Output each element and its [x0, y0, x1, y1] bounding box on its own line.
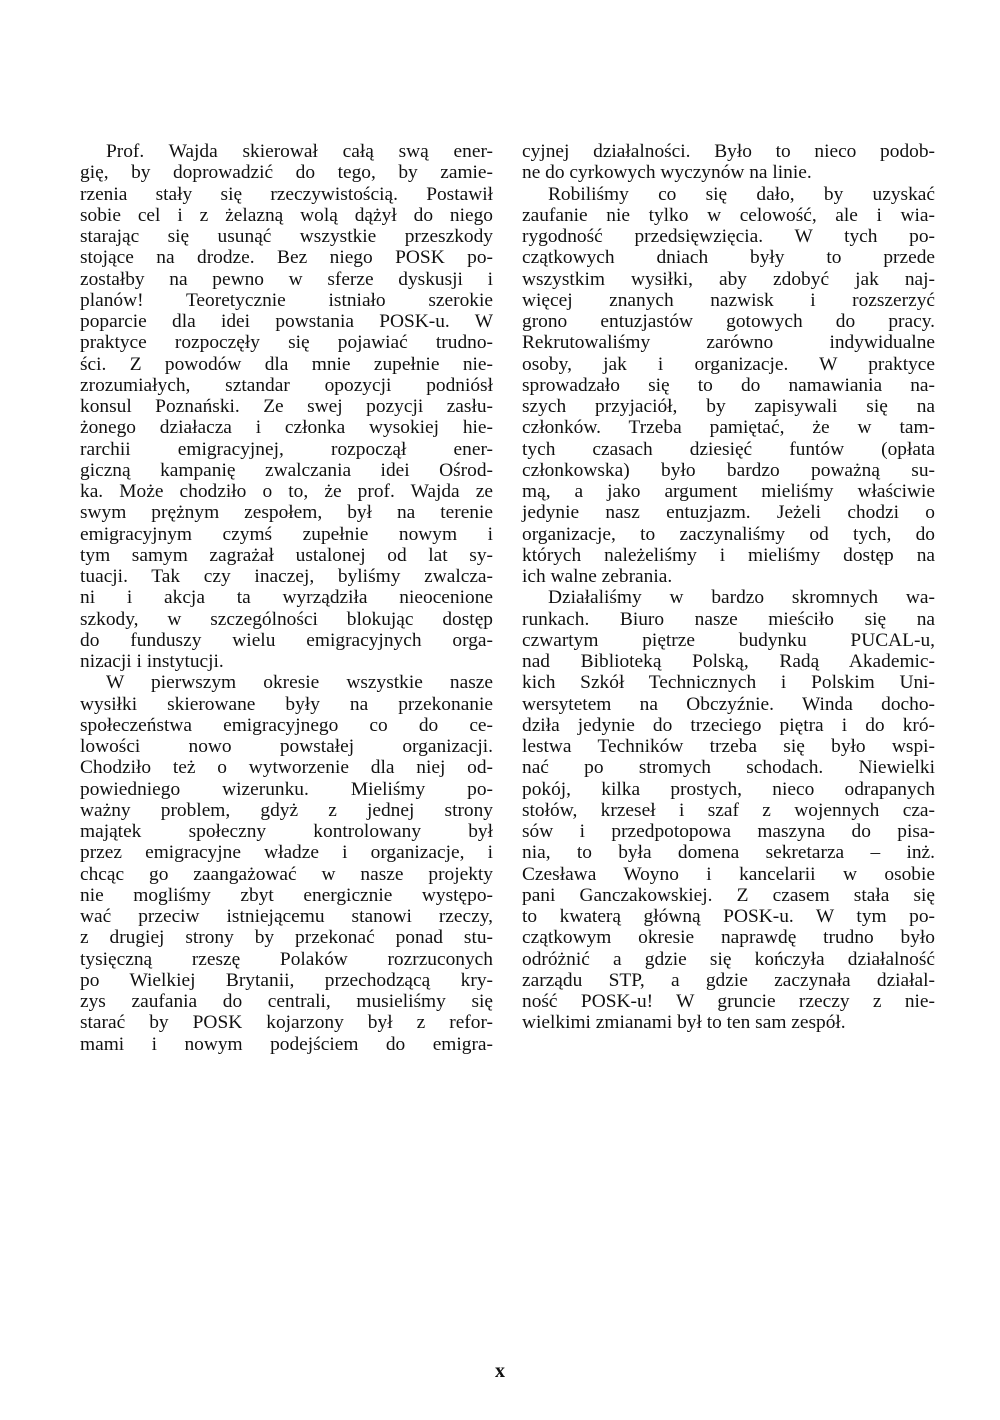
text-line: pokój, kilka prostych, nieco odrapanych: [522, 778, 935, 800]
text-line: praktyce rozpoczęły się pojawiać trudno-: [80, 332, 493, 354]
text-line: jedynie nasz entuzjazm. Jeżeli chodzi o: [522, 502, 935, 524]
text-line: wać przeciw istniejącemu stanowi rzeczy,: [80, 906, 493, 927]
right-text-column: [522, 141, 935, 1034]
text-line: ści. Z powodów dla mnie zupełnie nie-: [80, 353, 493, 375]
text-line: majątek społeczny kontrolowany był: [80, 821, 493, 842]
text-line: emigracyjnym czymś zupełnie nowym i: [80, 523, 493, 545]
text-line: giczną kampanię zwalczania idei Ośrod-: [80, 459, 493, 481]
text-line: sobie cel i z żelazną wolą dążył do niego: [80, 204, 493, 226]
text-line: zys zaufania do centrali, musieliśmy się: [80, 991, 493, 1012]
text-line: wszystkim wysiłki, aby zdobyć jak naj-: [522, 268, 935, 290]
text-line: osoby, jak i organizacje. W praktyce: [522, 353, 935, 375]
text-line: lowości nowo powstałej organizacji.: [80, 736, 493, 757]
text-line: ne do cyrkowych wyczynów na linie.: [522, 162, 812, 184]
text-line: z drugiej strony by przekonać ponad stu-: [80, 927, 493, 949]
text-line: lestwa Techników trzeba się było wspi-: [522, 736, 935, 757]
text-line: ka. Może chodziło o to, że prof. Wajda ze: [80, 481, 493, 502]
text-line: zaufanie nie tylko w celowość, ale i wia-: [522, 204, 935, 226]
text-line: członków. Trzeba pamiętać, że w tam-: [522, 417, 935, 439]
text-line: runkach. Biuro nasze mieściło się na: [522, 608, 935, 630]
text-line: ważny problem, gdyż z jednej strony: [80, 799, 493, 821]
text-line: kich Szkół Technicznych i Polskim Uni-: [522, 672, 935, 694]
text-line: grono entuzjastów gotowych do pracy.: [522, 311, 935, 332]
text-line: sprowadzało się to do namawiania na-: [522, 374, 935, 396]
text-line: stojące na drodze. Bez niego POSK po-: [80, 247, 493, 269]
text-line: których należeliśmy i mieliśmy dostęp na: [522, 544, 935, 566]
page-number: x: [495, 1360, 505, 1382]
left-text-column: [80, 141, 493, 1055]
text-line: nie mogliśmy zbyt energicznie występo-: [80, 884, 493, 906]
text-line: nia, to była domena sekretarza – inż.: [522, 842, 935, 864]
text-line: dziła jedynie do trzeciego piętra i do kró-: [522, 714, 935, 736]
text-line: ność POSK-u! W gruncie rzeczy z nie-: [522, 991, 935, 1012]
text-line: więcej znanych nazwisk i rozszerzyć: [522, 289, 935, 311]
text-line: członkowska) było bardzo poważną su-: [522, 459, 935, 481]
text-line: starać by POSK kojarzony był z refor-: [80, 1012, 493, 1034]
text-line: pani Ganczakowskiej. Z czasem stała się: [522, 884, 935, 906]
text-line: przez emigracyjne władze i organizacje, i: [80, 842, 493, 864]
text-line: żonego działacza i członka wysokiej hie-: [80, 417, 493, 439]
text-line: zrozumiałych, sztandar opozycji podniósł: [80, 374, 493, 396]
text-line: ich walne zebrania.: [522, 566, 673, 587]
text-line: Chodziło też o wytworzenie dla niej od-: [80, 757, 493, 779]
paragraph-first-line: Prof. Wajda skierował całą swą ener-: [106, 141, 493, 162]
text-line: mą, a jako argument mieliśmy właściwie: [522, 481, 935, 502]
text-line: czątkowym okresie naprawdę trudno było: [522, 927, 935, 949]
paragraph-first-line: Robiliśmy co się dało, by uzyskać: [548, 183, 935, 205]
text-line: do funduszy wielu emigracyjnych orga-: [80, 629, 493, 651]
text-line: szych przyjaciół, by zapisywali się na: [522, 396, 935, 417]
text-line: Rekrutowaliśmy zarówno indywidualne: [522, 332, 935, 354]
text-line: starając się usunąć wszystkie przeszkody: [80, 226, 493, 247]
text-line: tych czasach dziesięć funtów (opłata: [522, 438, 935, 460]
text-line: cyjnej działalności. Było to nieco podob-: [522, 141, 935, 162]
text-line: wersytetem na Obczyźnie. Winda docho-: [522, 693, 935, 715]
text-line: swym prężnym zespołem, był na terenie: [80, 502, 493, 524]
text-line: nad Biblioteką Polską, Radą Akademic-: [522, 651, 935, 672]
text-line: zostałby na pewno w sferze dyskusji i: [80, 268, 493, 290]
text-line: tysięczną rzeszę Polaków rozrzuconych: [80, 948, 493, 970]
text-line: rygodność przedsięwzięcia. W tych po-: [522, 226, 935, 247]
text-line: Czesława Woyno i kancelarii w osobie: [522, 863, 935, 885]
text-line: poparcie dla idei powstania POSK-u. W: [80, 311, 493, 332]
text-line: tym samym zagrażał ustalonej od lat sy-: [80, 544, 493, 566]
text-line: czątkowych dniach były to przede: [522, 247, 935, 269]
text-line: to kwaterą główną POSK-u. W tym po-: [522, 906, 935, 927]
text-line: konsul Poznański. Ze swej pozycji zasłu-: [80, 396, 493, 417]
text-line: szkody, w szczególności blokując dostęp: [80, 608, 493, 630]
text-line: po Wielkiej Brytanii, przechodzącą kry-: [80, 969, 493, 991]
text-line: wysiłki skierowane były na przekonanie: [80, 693, 493, 715]
text-line: społeczeństwa emigracyjnego co do ce-: [80, 714, 493, 736]
text-line: tuacji. Tak czy inaczej, byliśmy zwalcza-: [80, 566, 493, 587]
text-line: ni i akcja ta wyrządziła nieocenione: [80, 587, 493, 609]
text-line: czwartym piętrze budynku PUCAL-u,: [522, 629, 935, 651]
text-line: wielkimi zmianami był to ten sam zespół.: [522, 1012, 846, 1034]
text-line: mami i nowym podejściem do emigra-: [80, 1033, 493, 1055]
paragraph-first-line: Działaliśmy w bardzo skromnych wa-: [548, 587, 935, 609]
text-line: stołów, krzeseł i szaf z wojennych cza-: [522, 799, 935, 821]
paragraph-first-line: W pierwszym okresie wszystkie nasze: [106, 672, 493, 694]
text-line: rarchii emigracyjnej, rozpoczął ener-: [80, 438, 493, 460]
text-line: odróżnić a gdzie się kończyła działalność: [522, 948, 935, 970]
text-line: gię, by doprowadzić do tego, by zamie-: [80, 162, 493, 184]
text-line: organizacje, to zaczynaliśmy od tych, do: [522, 523, 935, 545]
text-line: powiedniego wizerunku. Mieliśmy po-: [80, 778, 493, 800]
text-line: chcąc go zaangażować w nasze projekty: [80, 863, 493, 885]
text-line: planów! Teoretycznie istniało szerokie: [80, 289, 493, 311]
text-line: sów i przedpotopowa maszyna do pisa-: [522, 821, 935, 842]
text-line: nizacji i instytucji.: [80, 651, 224, 672]
text-line: nać po stromych schodach. Niewielki: [522, 757, 935, 779]
text-line: zarządu STP, a gdzie zaczynała działal-: [522, 969, 935, 991]
text-line: rzenia stały się rzeczywistością. Postawił: [80, 183, 493, 205]
